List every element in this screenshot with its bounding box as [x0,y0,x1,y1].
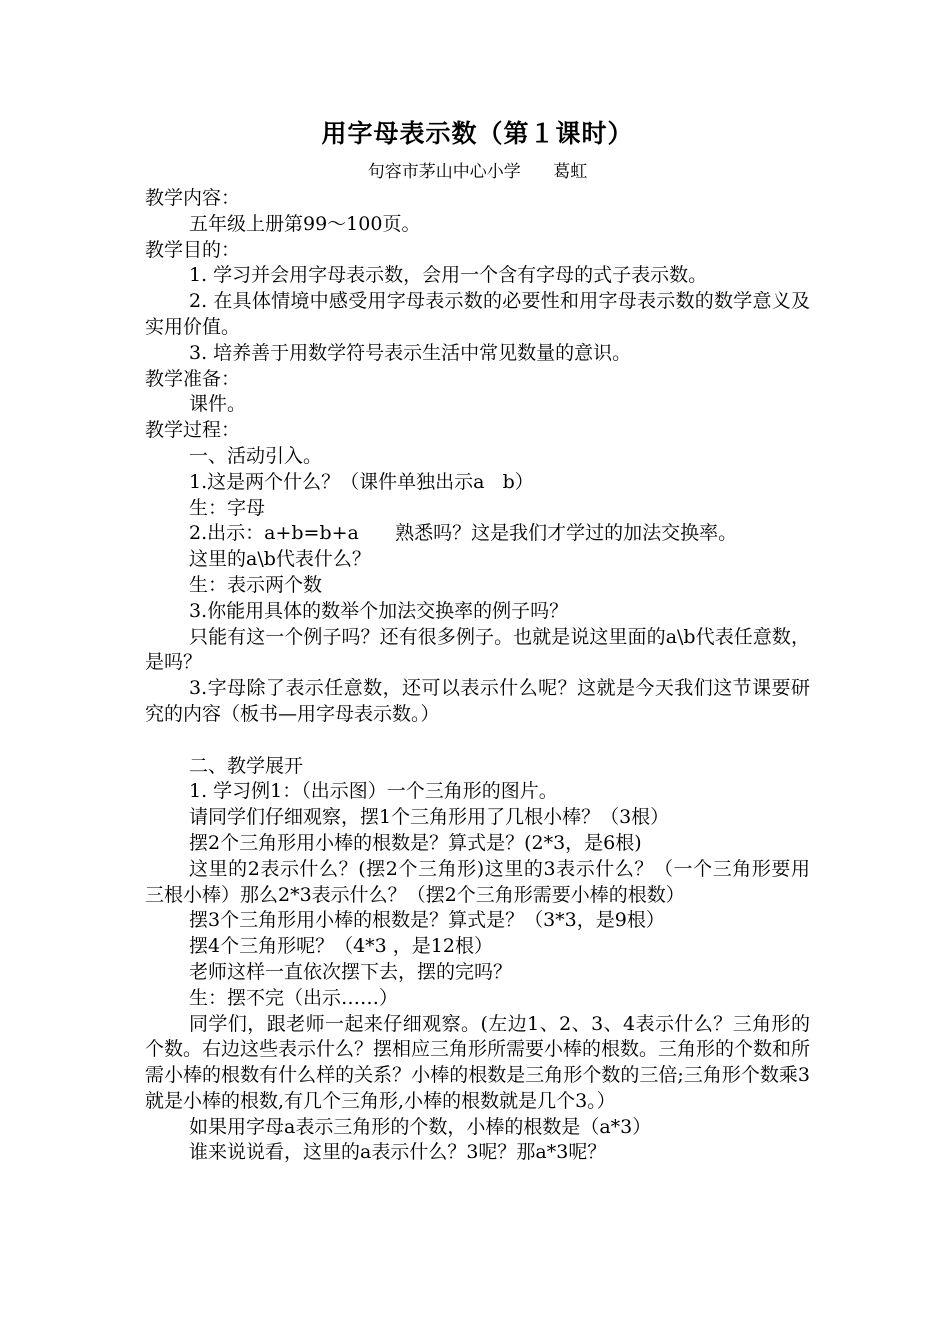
process-line: 请同学们仔细观察，摆1个三角形用了几根小棒？（3根） [189,806,670,829]
process-line: 1. 学习例1：（出示图）一个三角形的图片。 [189,780,558,803]
process-line: 这里的2表示什么？(摆2个三角形)这里的3表示什么？（一个三角形要用三根小棒）那么2*3表示什么？（摆2个三角形需要小棒的根数） [145,857,810,906]
goal-item: 1. 学习并会用字母表示数，会用一个含有字母的式子表示数。 [189,264,708,287]
process-line: 生：字母 [189,496,266,519]
document-title: 用字母表示数（第１课时） [321,119,634,148]
process-line: 老师这样一直依次摆下去，摆的完吗？ [189,960,513,983]
process-line: 1.这是两个什么？（课件单独出示a b） [189,470,534,493]
process-line: 3.你能用具体的数举个加法交换率的例子吗？ [189,599,569,622]
process-line: 只能有这一个例子吗？还有很多例子。也就是说这里面的a\b代表任意数，是吗？ [145,625,810,674]
process-line: 生：摆不完（出示……） [189,986,399,1009]
document-page [145,116,810,1166]
process-line: 摆2个三角形用小棒的根数是？算式是？(2*3，是6根) [189,831,642,854]
process-line: 一、活动引入。 [189,444,323,467]
goal-item: 2. 在具体情境中感受用字母表示数的必要性和用字母表示数的数学意义及实用价值。 [145,290,810,338]
content-text: 五年级上册第99～100页。 [189,212,421,235]
process-line: 二、教学展开 [189,754,304,777]
section-heading-process: 教学过程： [145,419,241,442]
author-line: 句容市茅山中心小学 葛虹 [367,162,588,182]
process-line: 如果用字母a表示三角形的个数，小棒的根数是（a*3） [189,1115,652,1138]
process-line: 同学们，跟老师一起来仔细观察。(左边1、2、3、4表示什么？三角形的个数。右边这些表示什么？摆相应三角形所需要小棒的根数。三角形的个数和所需小棒的根数有什么样的关系？小棒的根数是三角形个数的三倍;三角形个数乘3就是小棒的根数,有几个三角形,小棒的根数就是几个3。） [145,1012,811,1112]
blank-line [145,728,810,754]
section-heading-content: 教学内容： [145,187,241,209]
process-line: 这里的a\b代表什么？ [189,548,371,571]
process-line: 3.字母除了表示任意数，还可以表示什么呢？这就是今天我们这节课要研究的内容（板书—用字母表示数。） [145,677,810,725]
process-line: 2.出示：a+b=b+a 熟悉吗？这是我们才学过的加法交换率。 [189,522,738,545]
process-line: 摆4个三角形呢？（4*3 ，是12根） [189,935,493,958]
section-heading-goals: 教学目的： [145,238,241,261]
process-line: 摆3个三角形用小棒的根数是？算式是？（3*3，是9根） [189,909,665,932]
section-heading-prep: 教学准备： [145,367,241,390]
process-line: 谁来说说看，这里的a表示什么？3呢？那a*3呢？ [189,1141,607,1164]
prep-text: 课件。 [189,393,247,416]
process-line: 生：表示两个数 [189,573,323,596]
goal-item: 3. 培养善于用数学符号表示生活中常见数量的意识。 [189,341,632,364]
